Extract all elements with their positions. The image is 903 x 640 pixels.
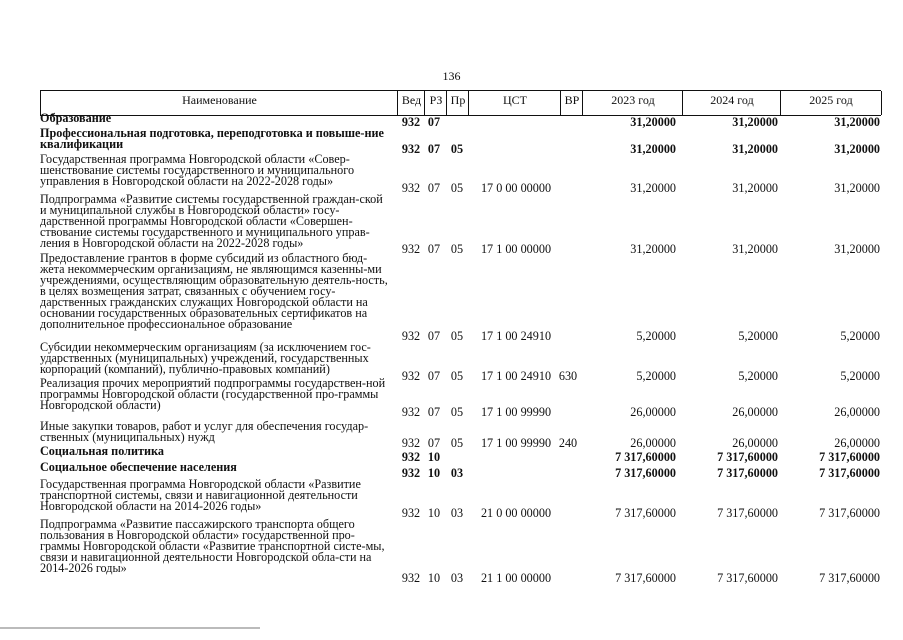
- header-2025: 2025 год: [780, 91, 882, 115]
- header-vr: ВР: [560, 91, 583, 115]
- cell-pr: 05: [450, 142, 464, 156]
- cell-pr: 05: [450, 242, 464, 256]
- row-name: Реализация прочих мероприятий подпрограммы государствен-ной программы Новгородской области (государственной про-граммы Новгородской области): [40, 376, 386, 412]
- cell-rz: 10: [427, 450, 441, 464]
- cell-y2023: 7 317,60000: [615, 506, 676, 520]
- cell-y2023: 31,20000: [630, 181, 676, 195]
- cell-ved: 932: [401, 329, 421, 343]
- row-name: Государственная программа Новгородской области «Развитие транспортной системы, связи и навигационной деятельности Новгородской области на 2014-2026 годы»: [40, 477, 361, 513]
- cell-y2025: 26,00000: [834, 436, 880, 450]
- cell-cst: 21 0 00 00000: [480, 506, 552, 520]
- row-name: Предоставление грантов в форме субсидий из областного бюд-жета некоммерческим организациям, не являющимся казенны-ми учреждениями, осуществляющим образовательную деятель-ность, в целях возмещения затрат, связанных с обучением госу-дарственных гражданских служащих Новгородской области на основании государственных образовательных сертификатов на дополнительное профессиональное образование: [40, 251, 388, 331]
- cell-y2024: 26,00000: [732, 405, 778, 419]
- cell-pr: 05: [450, 405, 464, 419]
- cell-y2025: 5,20000: [840, 329, 880, 343]
- cell-y2023: 31,20000: [630, 242, 676, 256]
- cell-ved: 932: [401, 436, 421, 450]
- cell-y2025: 7 317,60000: [819, 571, 880, 585]
- cell-y2023: 26,00000: [630, 436, 676, 450]
- cell-y2025: 31,20000: [834, 242, 880, 256]
- cell-rz: 10: [427, 466, 441, 480]
- cell-y2023: 5,20000: [636, 329, 676, 343]
- cell-rz: 10: [427, 506, 441, 520]
- cell-vr: 240: [558, 436, 578, 450]
- cell-cst: 17 1 00 24910: [480, 369, 552, 383]
- cell-rz: 07: [427, 405, 441, 419]
- cell-y2025: 7 317,60000: [819, 450, 880, 464]
- cell-y2025: 26,00000: [834, 405, 880, 419]
- row-name: Профессиональная подготовка, переподготовка и повыше-ние квалификации: [40, 126, 384, 151]
- cell-ved: 932: [401, 142, 421, 156]
- cell-ved: 932: [401, 571, 421, 585]
- cell-y2025: 31,20000: [834, 142, 880, 156]
- cell-rz: 07: [427, 436, 441, 450]
- cell-y2025: 7 317,60000: [819, 466, 880, 480]
- header-pr: Пр: [446, 91, 469, 115]
- cell-rz: 07: [427, 115, 441, 129]
- cell-y2024: 31,20000: [732, 242, 778, 256]
- row-name: Иные закупки товаров, работ и услуг для обеспечения государ-ственных (муниципальных) нужд: [40, 419, 369, 444]
- cell-pr: 03: [450, 571, 464, 585]
- cell-pr: 03: [450, 466, 464, 480]
- cell-ved: 932: [401, 450, 421, 464]
- cell-y2024: 31,20000: [732, 181, 778, 195]
- header-name: Наименование: [40, 91, 398, 115]
- cell-rz: 07: [427, 329, 441, 343]
- row-name: Подпрограмма «Развитие пассажирского транспорта общего пользования в Новгородской области» государственной про-граммы Новгородской области «Развитие транспортной систе-мы, связи и навигационной деятельности Новгородской обла-сти на 2014-2026 годы»: [40, 517, 385, 575]
- cell-cst: 21 1 00 00000: [480, 571, 552, 585]
- row-name: Подпрограмма «Развитие системы государственной граждан-ской и муниципальной службы в Новгородской области» госу-дарственной программы Новгородской области «Совершен-ствование системы государственного и муниципального управ-ления в Новгородской области на 2022-2028 годы»: [40, 192, 383, 250]
- cell-y2024: 31,20000: [732, 142, 778, 156]
- row-name: Субсидии некоммерческим организациям (за исключением гос-ударственных (муниципальных) учреждений, государственных корпораций (компаний), публично-правовых компаний): [40, 340, 371, 376]
- footer-rule: [0, 627, 260, 629]
- cell-ved: 932: [401, 115, 421, 129]
- cell-pr: 05: [450, 369, 464, 383]
- cell-ved: 932: [401, 466, 421, 480]
- cell-y2023: 5,20000: [636, 369, 676, 383]
- cell-rz: 07: [427, 369, 441, 383]
- cell-y2023: 7 317,60000: [615, 466, 676, 480]
- cell-ved: 932: [401, 405, 421, 419]
- cell-y2023: 7 317,60000: [615, 450, 676, 464]
- cell-ved: 932: [401, 181, 421, 195]
- cell-y2024: 7 317,60000: [717, 571, 778, 585]
- page-number: 136: [442, 69, 461, 83]
- cell-y2025: 31,20000: [834, 181, 880, 195]
- row-name: Социальная политика: [40, 444, 164, 458]
- header-2024: 2024 год: [682, 91, 781, 115]
- cell-y2024: 5,20000: [738, 329, 778, 343]
- cell-y2024: 7 317,60000: [717, 506, 778, 520]
- cell-rz: 07: [427, 242, 441, 256]
- cell-y2025: 7 317,60000: [819, 506, 880, 520]
- cell-rz: 07: [427, 181, 441, 195]
- cell-y2025: 5,20000: [840, 369, 880, 383]
- cell-y2025: 31,20000: [834, 115, 880, 129]
- cell-pr: 03: [450, 506, 464, 520]
- cell-vr: 630: [558, 369, 578, 383]
- cell-cst: 17 1 00 24910: [480, 329, 552, 343]
- cell-y2023: 31,20000: [630, 142, 676, 156]
- header-2023: 2023 год: [582, 91, 683, 115]
- row-name: Образование: [40, 111, 112, 125]
- cell-ved: 932: [401, 242, 421, 256]
- cell-rz: 07: [427, 142, 441, 156]
- cell-y2024: 7 317,60000: [717, 466, 778, 480]
- header-ved: Вед: [397, 91, 425, 115]
- cell-cst: 17 0 00 00000: [480, 181, 552, 195]
- cell-cst: 17 1 00 99990: [480, 405, 552, 419]
- cell-y2023: 26,00000: [630, 405, 676, 419]
- cell-y2023: 31,20000: [630, 115, 676, 129]
- cell-y2024: 7 317,60000: [717, 450, 778, 464]
- cell-ved: 932: [401, 506, 421, 520]
- header-rz: РЗ: [424, 91, 447, 115]
- row-name: Государственная программа Новгородской области «Совер-шенствование системы государственного и муниципального управления в Новгородской области на 2022-2028 годы»: [40, 152, 355, 188]
- cell-y2023: 7 317,60000: [615, 571, 676, 585]
- cell-pr: 05: [450, 181, 464, 195]
- cell-pr: 05: [450, 329, 464, 343]
- header-cst: ЦСТ: [468, 91, 561, 115]
- row-name: Социальное обеспечение населения: [40, 460, 237, 474]
- cell-y2024: 26,00000: [732, 436, 778, 450]
- cell-y2024: 5,20000: [738, 369, 778, 383]
- cell-ved: 932: [401, 369, 421, 383]
- cell-rz: 10: [427, 571, 441, 585]
- cell-cst: 17 1 00 99990: [480, 436, 552, 450]
- cell-cst: 17 1 00 00000: [480, 242, 552, 256]
- cell-pr: 05: [450, 436, 464, 450]
- cell-y2024: 31,20000: [732, 115, 778, 129]
